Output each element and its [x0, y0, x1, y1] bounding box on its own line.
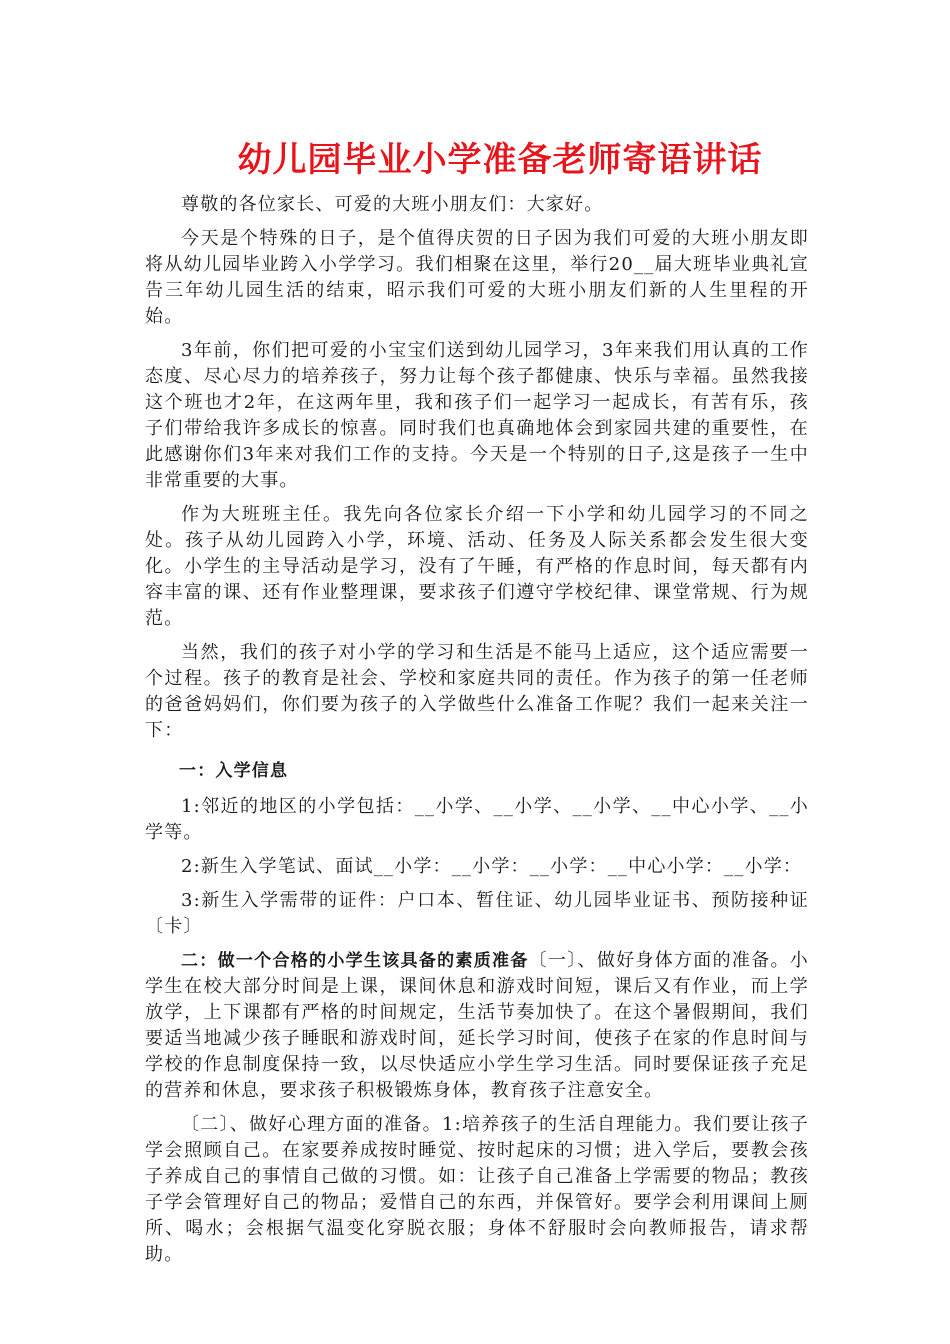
body-paragraph: 3年前，你们把可爱的小宝宝们送到幼儿园学习，3年来我们用认真的工作态度、尽心尽力的培养孩子，努力让每个孩子都健康、快乐与幸福。虽然我接这个班也才2年，在这两年里，我和孩子们一起学习一起成长，有苦有乐，孩子们带给我许多成长的惊喜。同时我们也真确地体会到家园共建的重要性，在此感谢你们3年来对我们工作的支持。今天是一个特别的日子,这是孩子一生中非常重要的大事。	[145, 340, 809, 491]
document-title: 幼儿园毕业小学准备老师寄语讲话	[237, 140, 763, 180]
greeting-paragraph: 尊敬的各位家长、可爱的大班小朋友们：大家好。	[181, 194, 604, 215]
body-paragraph: 作为大班班主任。我先向各位家长介绍一下小学和幼儿园学习的不同之处。孩子从幼儿园跨入小学，环境、活动、任务及人际关系都会发生很大变化。小学生的主导活动是学习，没有了午睡，有严格的作息时间，每天都有内容丰富的课、还有作业整理课，要求孩子们遵守学校纪律、课堂常规、行为规范。	[145, 504, 809, 629]
section-text: 〔一〕、做好身体方面的准备。小学生在校大部分时间是上课，课间休息和游戏时间短，课后又有作业，而上学放学，上下课都有严格的时间规定，生活节奏加快了。在这个暑假期间，我们要适当地减少孩子睡眠和游戏时间，延长学习时间，使孩子在家的作息时间与学校的作息制度保持一致，以尽快适应小学生学习生活。同时要保证孩子充足的营养和休息，要求孩子积极锻炼身体，教育孩子注意安全。	[145, 950, 809, 1101]
document-body	[145, 192, 809, 1276]
body-paragraph: 〔二〕、做好心理方面的准备。1:培养孩子的生活自理能力。我们要让孩子学会照顾自己。在家要养成按时睡觉、按时起床的习惯；进入学后，要教会孩子养成自己的事情自己做的习惯。如：让孩子自己准备上学需要的物品；教孩子学会管理好自己的物品；爱惜自己的东西，并保管好。要学会利用课间上厕所、喝水；会根据气温变化穿脱衣服；身体不舒服时会向教师报告，请求帮助。	[145, 1114, 809, 1265]
body-paragraph: 当然，我们的孩子对小学的学习和生活是不能马上适应，这个适应需要一个过程。孩子的教育是社会、学校和家庭共同的责任。作为孩子的第一任老师的爸爸妈妈们，你们要为孩子的入学做些什么准备工作呢？我们一起来关注一下：	[145, 642, 809, 741]
list-item: 3:新生入学需带的证件：户口本、暂住证、幼儿园毕业证书、预防接种证〔卡〕	[145, 890, 809, 937]
list-item: 1:邻近的地区的小学包括：__小学、__小学、__小学、__中心小学、__小学等。	[145, 796, 809, 843]
body-paragraph: 今天是个特殊的日子，是个值得庆贺的日子因为我们可爱的大班小朋友即将从幼儿园毕业跨入小学学习。我们相聚在这里，举行20__届大班毕业典礼宣告三年幼儿园生活的结束，昭示我们可爱的大班小朋友们新的人生里程的开始。	[145, 228, 809, 327]
section-heading: 二：做一个合格的小学生该具备的素质准备	[181, 951, 529, 971]
list-item: 2:新生入学笔试、面试__小学：__小学：__小学：__中心小学：__小学：	[181, 856, 803, 877]
section-paragraph	[145, 948, 809, 1104]
section-heading: 一：入学信息	[179, 761, 289, 781]
